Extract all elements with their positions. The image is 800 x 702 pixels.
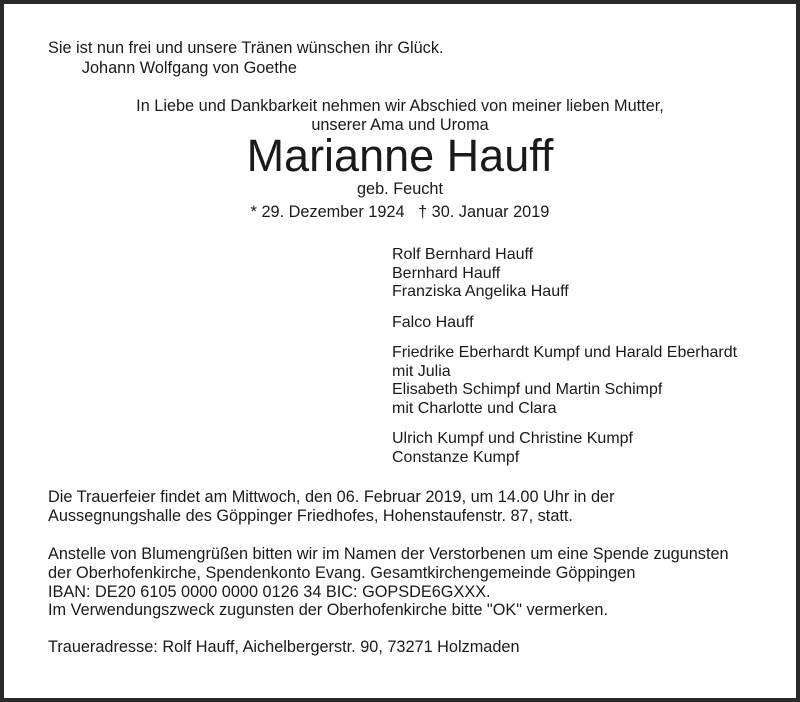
mourner: Rolf Bernhard Hauff (392, 246, 534, 263)
mourner-group (392, 246, 737, 302)
ceremony-line: Die Trauerfeier findet am Mittwoch, den 06. Februar 2019, um 14.00 Uhr in der (48, 488, 615, 506)
donation-line: der Oberhofenkirche, Spendenkonto Evang. Gesamtkirchengemeinde Göppingen (48, 563, 636, 582)
mourner: Franziska Angelika Hauff (392, 283, 569, 301)
mourner: Elisabeth Schimpf und Martin Schimpf (392, 381, 663, 399)
quote-text: Sie ist nun frei und unsere Tränen wünschen ihr Glück. (48, 39, 444, 57)
donation-info (48, 545, 729, 620)
intro-line: In Liebe und Dankbarkeit nehmen wir Abschied von meiner lieben Mutter, (136, 97, 664, 115)
mourner: Constanze Kumpf (392, 448, 520, 466)
quote-author: Johann Wolfgang von Goethe (81, 59, 297, 77)
mourner-group (392, 314, 737, 333)
mourner: mit Charlotte und Clara (392, 399, 557, 417)
donation-line: IBAN: DE20 6105 0000 0000 0126 34 BIC: GOPSDE6GXXX. (48, 582, 491, 601)
mourning-address (48, 638, 520, 657)
intro-line: unserer Ama und Uroma (311, 116, 489, 134)
mourner: Falco Hauff (392, 313, 474, 331)
mourner: mit Julia (392, 362, 451, 380)
mourners-list (392, 246, 737, 479)
mourner: Ulrich Kumpf und Christine Kumpf (392, 430, 633, 448)
maiden-name: geb. Feucht (357, 180, 443, 198)
mourner: Bernhard Hauff (392, 264, 501, 282)
address-line: Traueradresse: Rolf Hauff, Aichelbergerstr. 90, 73271 Holzmaden (48, 638, 520, 656)
ceremony-line: Aussegnungshalle des Göppinger Friedhofes, Hohenstaufenstr. 87, statt. (48, 506, 573, 525)
donation-line: Anstelle von Blumengrüßen bitten wir im Namen der Verstorbenen um eine Spende zugunsten (48, 545, 729, 563)
mourner-group (392, 430, 737, 467)
ceremony-info (48, 488, 615, 526)
mourner-group (392, 344, 737, 419)
mourner: Friedrike Eberhardt Kumpf und Harald Eberhardt (392, 343, 738, 361)
life-dates: * 29. Dezember 1924 † 30. Januar 2019 (250, 203, 550, 221)
deceased-name: Marianne Hauff (246, 130, 554, 181)
donation-line: Im Verwendungszweck zugunsten der Oberhofenkirche bitte "OK" vermerken. (48, 601, 608, 620)
